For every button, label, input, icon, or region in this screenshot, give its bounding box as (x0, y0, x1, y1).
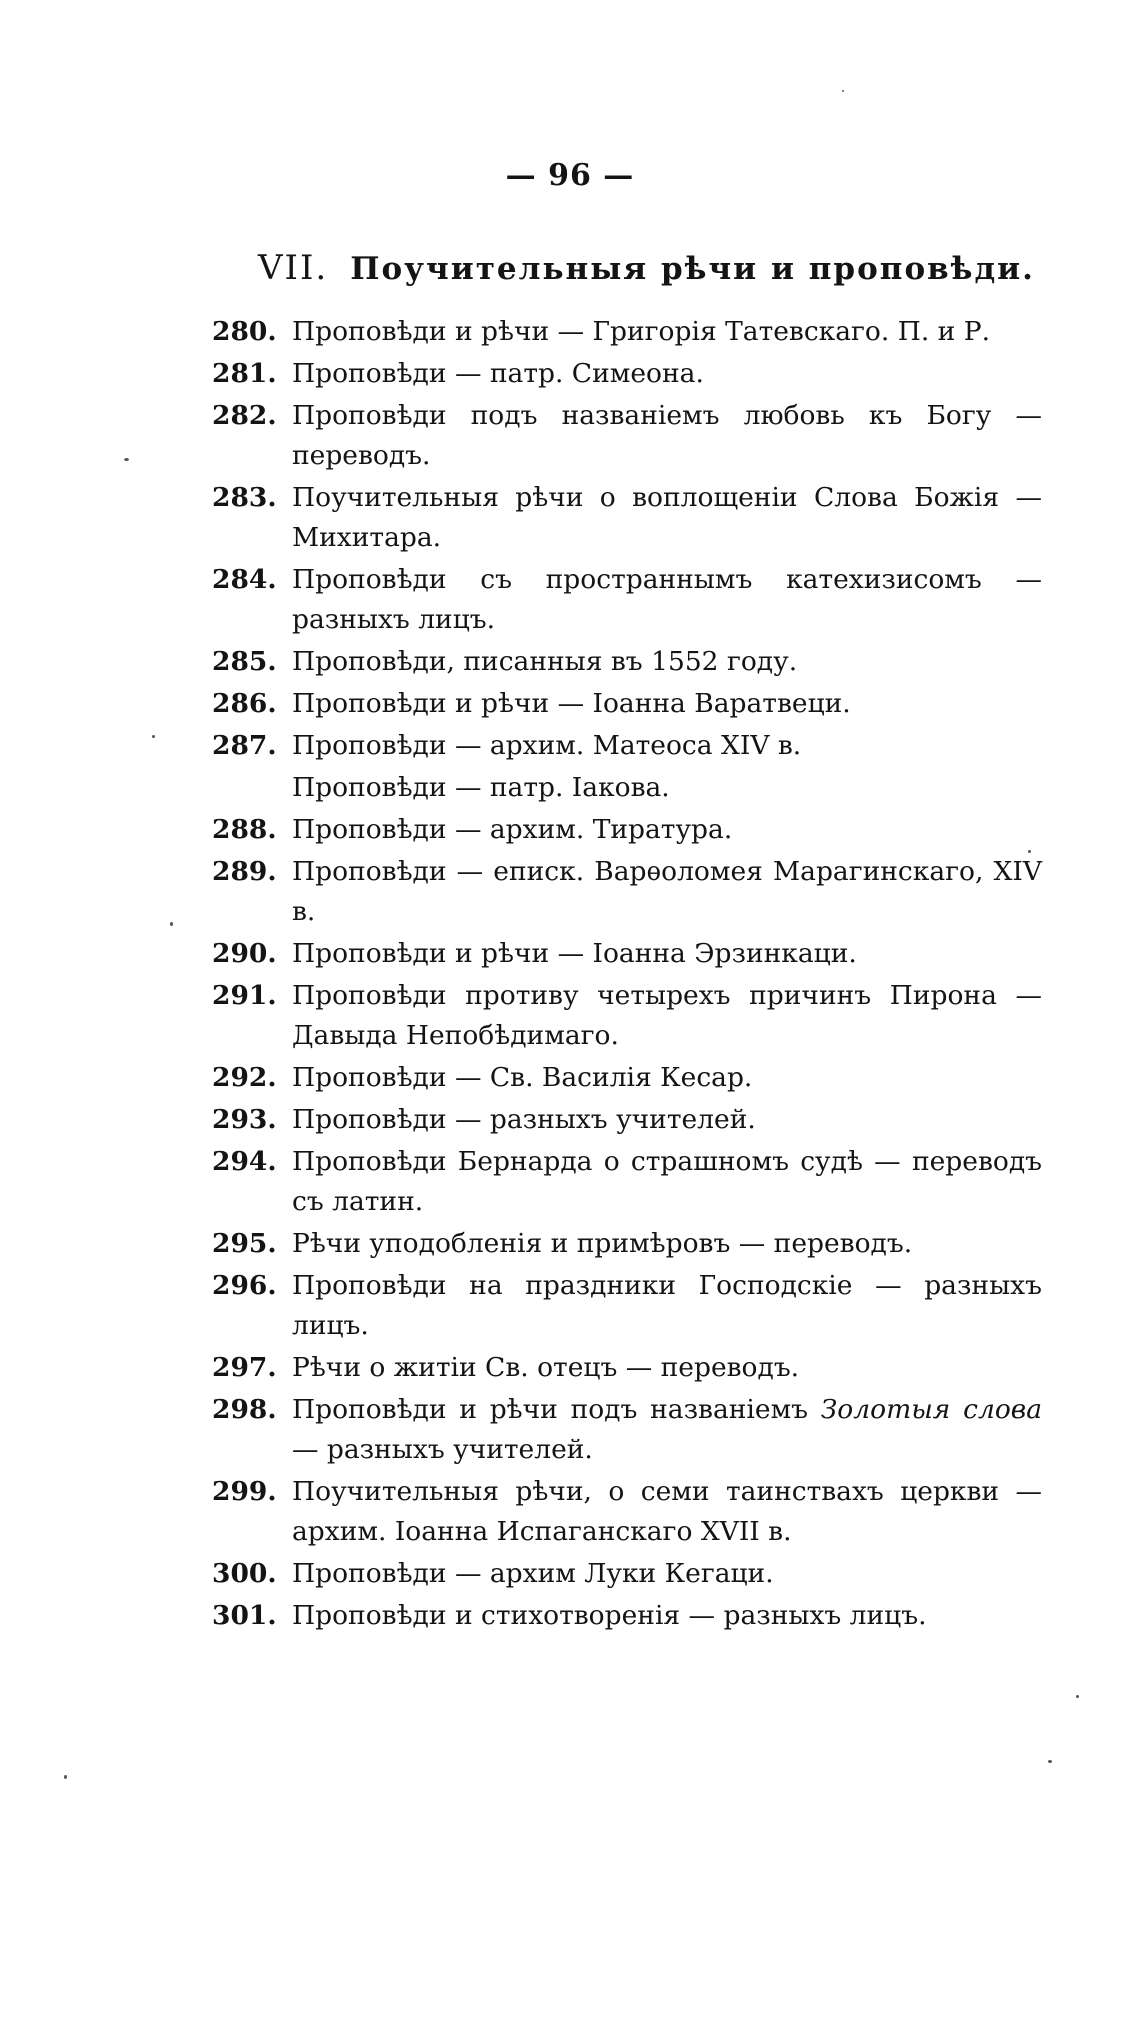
entry-text: Проповѣди и стихотворенія — разныхъ лицъ. (292, 1600, 927, 1631)
list-item (212, 684, 1042, 724)
entry-number: 290. (212, 938, 277, 969)
entry-text: Проповѣди съ пространнымъ катехизисомъ — разныхъ лицъ. (292, 564, 1042, 635)
entry-text: Поучительныя рѣчи, о семи таинствахъ церкви — архим. Іоанна Испаганскаго XVII в. (292, 1476, 1042, 1547)
list-item (212, 1390, 1042, 1470)
entry-number: 286. (212, 688, 277, 719)
section-roman-numeral: VII. (258, 248, 329, 288)
entry-text: Проповѣди подъ названіемъ любовь къ Богу — переводъ. (292, 400, 1042, 471)
list-item (212, 642, 1042, 682)
scan-speck (64, 1775, 67, 1779)
list-item (212, 1058, 1042, 1098)
entry-text: Проповѣди на праздники Господскіе — разныхъ лицъ. (292, 1270, 1042, 1341)
entry-number: 282. (212, 400, 277, 431)
entry-text: Рѣчи о житіи Св. отецъ — переводъ. (292, 1352, 800, 1383)
list-item (212, 810, 1042, 850)
page-number: — 96 — (505, 158, 635, 193)
entry-text: Поучительныя рѣчи о воплощеніи Слова Божія — Михитара. (292, 482, 1042, 553)
list-item (212, 312, 1042, 352)
list-item (212, 1348, 1042, 1388)
entry-number: 292. (212, 1062, 277, 1093)
entry-text: Проповѣди Бернарда о страшномъ судѣ — переводъ съ латин. (292, 1146, 1042, 1217)
scan-speck (1076, 1695, 1079, 1698)
list-item (212, 478, 1042, 558)
entry-number: 300. (212, 1558, 277, 1589)
entry-text: Проповѣди — разныхъ учителей. (292, 1104, 756, 1135)
entry-number: 295. (212, 1228, 277, 1259)
entry-number: 283. (212, 482, 277, 513)
entry-text: Проповѣди — еписк. Варѳоломея Марагинскаго, XIV в. (292, 856, 1042, 927)
entry-text: Проповѣди — патр. Симеона. (292, 358, 704, 389)
entry-number: 297. (212, 1352, 277, 1383)
entry-text: Проповѣди — архим. Матеоса XIV в. (292, 730, 802, 761)
list-item (212, 1142, 1042, 1222)
entry-text: Проповѣди и рѣчи — Іоанна Варатвеци. (292, 688, 851, 719)
entry-number: 293. (212, 1104, 277, 1135)
section-heading (258, 248, 1035, 288)
entry-number: 299. (212, 1476, 277, 1507)
list-item (212, 1266, 1042, 1346)
entry-text: Проповѣди и рѣчи — Григорія Татевскаго. П. и Р. (292, 316, 991, 347)
list-item-continuation (212, 768, 1042, 808)
entry-text-italic: Золотыя слова (820, 1394, 1042, 1425)
entry-text: Проповѣди — Св. Василія Кесар. (292, 1062, 753, 1093)
entry-text: Проповѣди — архим. Тиратура. (292, 814, 733, 845)
list-item (212, 354, 1042, 394)
list-item (212, 852, 1042, 932)
list-item (212, 976, 1042, 1056)
entry-list (212, 312, 1042, 1638)
entry-number: 285. (212, 646, 277, 677)
scan-speck (1028, 850, 1031, 853)
scan-speck (124, 458, 129, 461)
list-item (212, 726, 1042, 766)
entry-number: 291. (212, 980, 277, 1011)
entry-text: Рѣчи уподобленія и примѣровъ — переводъ. (292, 1228, 913, 1259)
scan-speck (1048, 1760, 1052, 1763)
scan-speck (842, 90, 844, 92)
entry-number: 294. (212, 1146, 277, 1177)
entry-number: 296. (212, 1270, 277, 1301)
entry-number: 281. (212, 358, 277, 389)
list-item (212, 1596, 1042, 1636)
entry-number: 284. (212, 564, 277, 595)
entry-number: 289. (212, 856, 277, 887)
list-item (212, 1554, 1042, 1594)
list-item (212, 1100, 1042, 1140)
list-item (212, 934, 1042, 974)
entry-text: Проповѣди, писанныя въ 1552 году. (292, 646, 798, 677)
entry-text: Проповѣди противу четырехъ причинъ Пирона — Давыда Непобѣдимаго. (292, 980, 1042, 1051)
scan-speck (170, 922, 173, 926)
scan-speck (152, 735, 155, 738)
entry-text (292, 1390, 1042, 1470)
entry-text-part: — разныхъ учителей. (292, 1434, 593, 1465)
list-item (212, 560, 1042, 640)
entry-text-part: Проповѣди и рѣчи подъ названіемъ (292, 1394, 821, 1425)
entry-text: Проповѣди и рѣчи — Іоанна Эрзинкаци. (292, 938, 857, 969)
list-item (212, 1472, 1042, 1552)
section-title: Поучительныя рѣчи и проповѣди. (350, 251, 1035, 287)
entry-number: 301. (212, 1600, 277, 1631)
entry-number: 298. (212, 1394, 277, 1425)
list-item (212, 1224, 1042, 1264)
entry-number: 287. (212, 730, 277, 761)
entry-text: Проповѣди — патр. Іакова. (292, 772, 670, 803)
entry-number: 280. (212, 316, 277, 347)
list-item (212, 396, 1042, 476)
entry-text: Проповѣди — архим Луки Кегаци. (292, 1558, 774, 1589)
entry-number: 288. (212, 814, 277, 845)
